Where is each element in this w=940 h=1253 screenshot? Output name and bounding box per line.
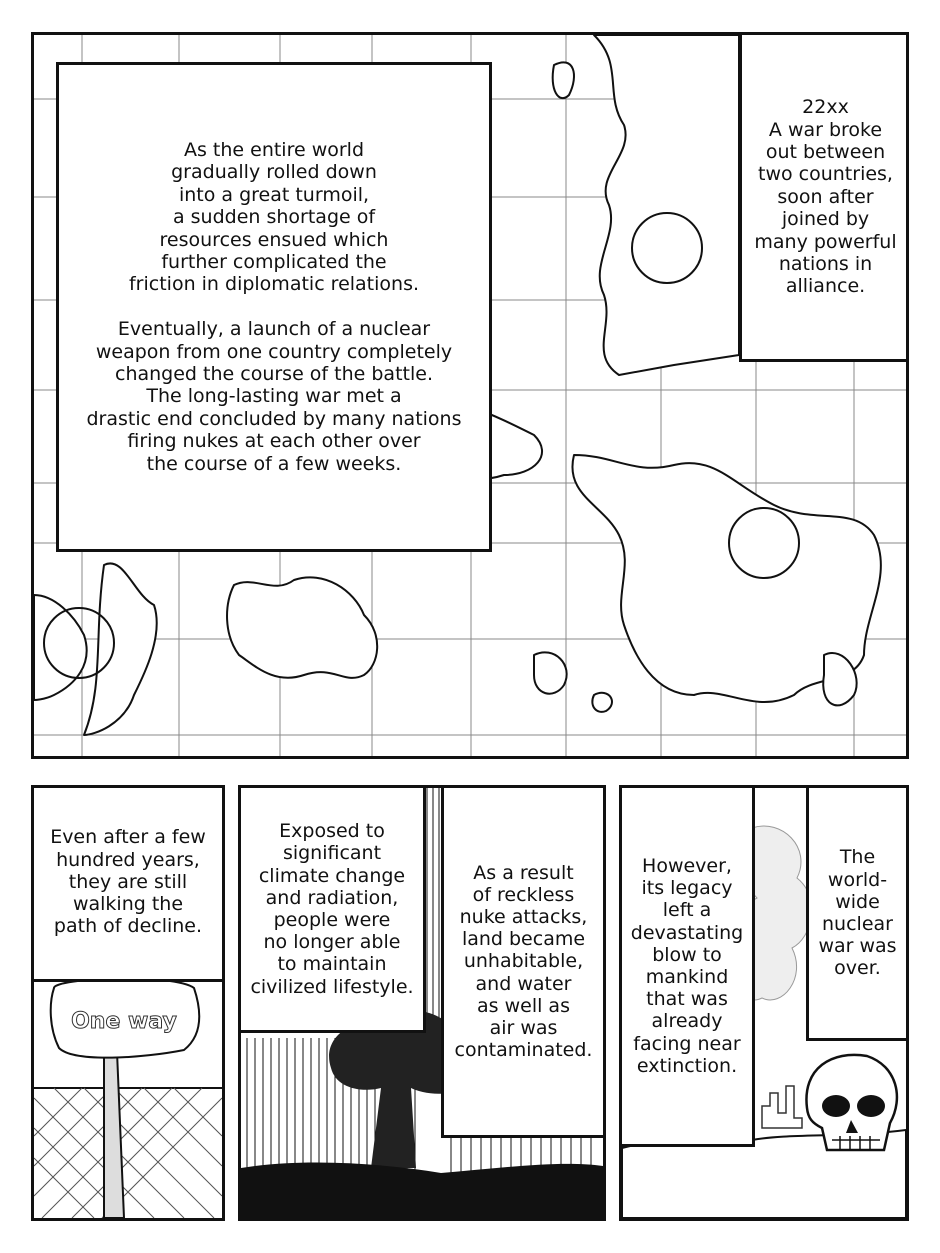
world-map-panel (31, 32, 909, 759)
caption-main-narration: As the entire world gradually rolled down into a great turmoil, a sudden shortage of resources ensued which further complicated the friction in diplomatic relations. Eventually, a launch of a nuclear weapon from one country completely changed the course of the battle. The long-lasting war met a drastic end concluded by many nations firing nukes at each other over the course of a few weeks. (56, 62, 492, 552)
caption-climate-change: Exposed to significant climate change and radiation, people were no longer able to maintain civilized lifestyle. (238, 785, 426, 1033)
ruined-city-skyline (762, 1086, 802, 1128)
caption-war-over: The world- wide nuclear war was over. (806, 785, 909, 1041)
decline-panel (31, 785, 225, 1221)
caption-contamination: As a result of reckless nuke attacks, land became unhabitable, and water as well as air was contaminated. (441, 785, 606, 1138)
skull-panel (619, 785, 909, 1221)
mushroom-cloud-panel (238, 785, 606, 1221)
caption-decline: Even after a few hundred years, they are still walking the path of decline. (31, 785, 225, 982)
dark-ground (241, 1163, 603, 1218)
caption-legacy: However, its legacy left a devastating blow to mankind that was already facing near extinction. (619, 785, 755, 1147)
sign-text: One way (71, 1009, 177, 1034)
chain-link-fence (34, 1088, 222, 1218)
caption-war-outbreak: 22xx A war broke out between two countries, soon after joined by many powerful nations in alliance. (739, 32, 909, 362)
